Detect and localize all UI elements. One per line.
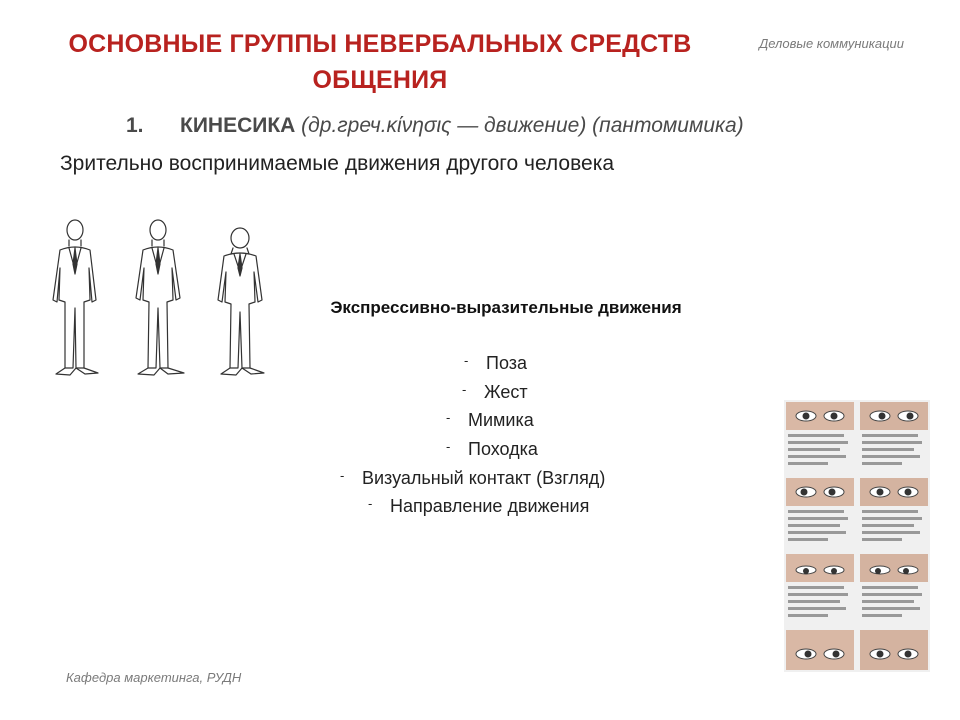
section-etymology: (др.греч.κίνησις — движение) (пантомимика) xyxy=(301,114,744,137)
section-heading xyxy=(126,114,744,138)
figure-person-3 xyxy=(218,228,264,375)
figure-person-2 xyxy=(136,220,184,375)
list-dash: - xyxy=(464,353,469,368)
slide-title: ОСНОВНЫЕ ГРУППЫ НЕВЕРБАЛЬНЫХ СРЕДСТВ ОБЩЕНИЯ xyxy=(68,30,692,94)
list-dash: - xyxy=(446,410,451,425)
figure-person-1 xyxy=(53,220,98,375)
list-item-label: Поза xyxy=(486,353,528,373)
list-item xyxy=(462,382,528,403)
list-heading: Экспрессивно-выразительные движения xyxy=(330,298,682,317)
list-item xyxy=(446,439,538,460)
eye-expressions-image xyxy=(784,400,930,672)
list-item xyxy=(340,468,605,489)
section-number: 1. xyxy=(126,114,144,137)
list-item-label: Визуальный контакт (Взгляд) xyxy=(362,468,606,488)
footer-department: Кафедра маркетинга, РУДН xyxy=(66,670,242,685)
list-dash: - xyxy=(462,382,467,397)
list-item-label: Походка xyxy=(468,439,538,459)
list-dash: - xyxy=(340,468,345,483)
list-dash: - xyxy=(446,439,451,454)
section-term: КИНЕСИКА xyxy=(180,114,296,137)
list-item xyxy=(464,353,527,374)
list-dash: - xyxy=(368,496,373,511)
list-item xyxy=(446,410,534,431)
list-item xyxy=(368,496,589,517)
section-description: Зрительно воспринимаемые движения другого человека xyxy=(60,152,615,175)
list-item-label: Мимика xyxy=(468,410,534,430)
list-item-label: Жест xyxy=(484,382,528,402)
standing-figures-illustration xyxy=(40,208,280,388)
list-item-label: Направление движения xyxy=(390,496,590,516)
course-name: Деловые коммуникации xyxy=(759,36,904,51)
